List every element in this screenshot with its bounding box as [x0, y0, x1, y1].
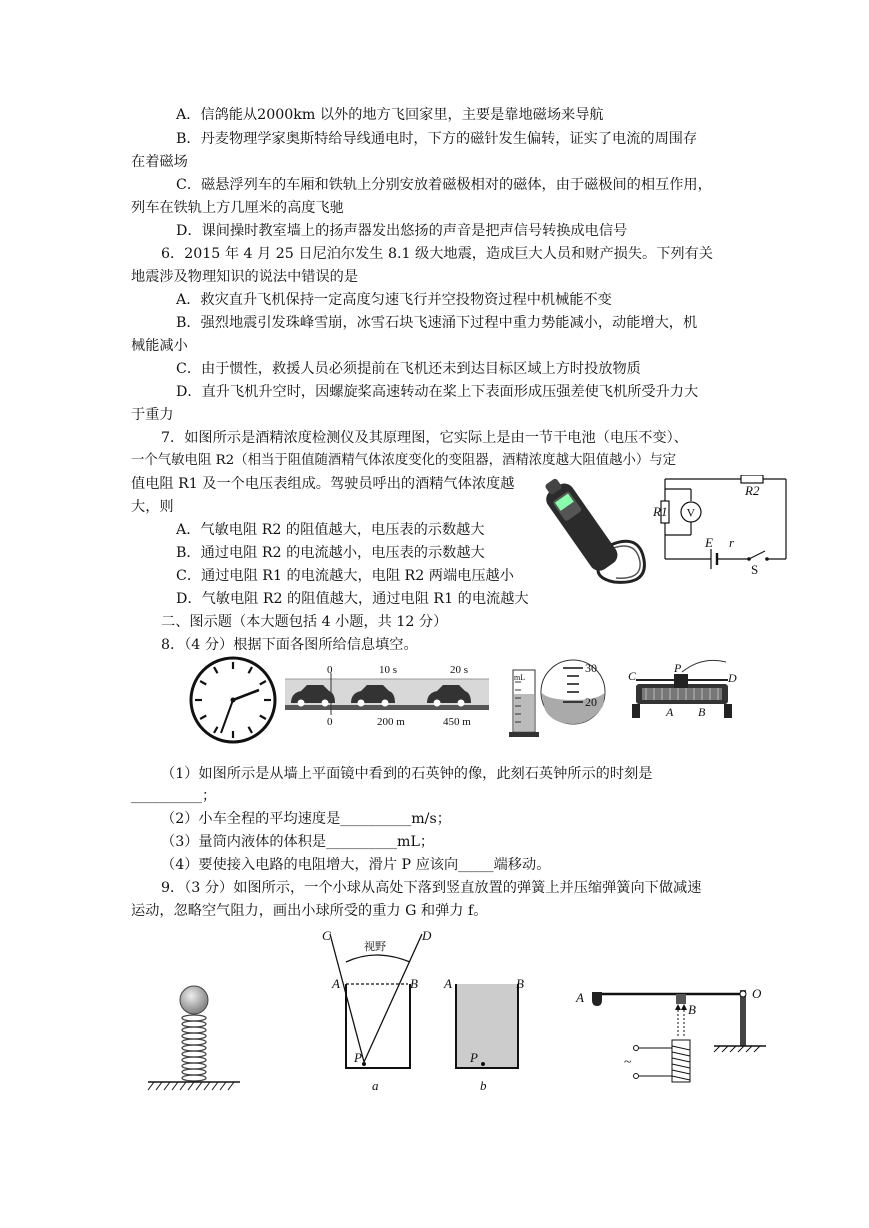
sliding-rheostat: [622, 658, 742, 728]
question-9-cont: 运动，忽略空气阻力，画出小球所受的重力 G 和弹力 f。: [131, 903, 488, 919]
quartz-clock-mirror-image: [187, 654, 279, 746]
question-7-cont3: 大，则: [131, 499, 174, 515]
lever-b-label: B: [688, 1002, 696, 1017]
breathalyzer-device-image: [544, 470, 656, 590]
circuit-diagram: [653, 475, 793, 575]
voltmeter-label: V: [686, 505, 696, 520]
time-label-20s: 20 s: [450, 664, 469, 676]
caption-a: a: [372, 1078, 379, 1093]
terminal-d-label: D: [728, 671, 737, 685]
q6-option-b-cont: 械能减小: [131, 338, 188, 354]
option-d-line: D．课间操时教室墙上的扬声器发出悠扬的声音是把声信号转换成电信号: [176, 223, 628, 239]
q7-option-c: C．通过电阻 R1 的电流越大，电阻 R2 两端电压越小: [176, 568, 514, 584]
question-7-cont: 一个气敏电阻 R2（相当于阻值随酒精气体浓度变化的变阻器，酒精浓度越大阻值越小）与定: [131, 453, 677, 468]
switch-label: S: [751, 562, 759, 575]
option-b-cont: 在着磁场: [131, 154, 188, 170]
question-8: 8．（4 分）根据下面各图所给信息填空。: [161, 637, 418, 653]
well-field-of-view-diagram: [316, 926, 536, 1098]
terminal-c-label: C: [628, 669, 637, 683]
q6-option-b: B．强烈地震引发珠峰雪崩，冰雪石块飞速涌下过程中重力势能减小，动能增大，机: [176, 315, 698, 331]
q8-part-3: （3）量筒内液体的体积是__________mL；: [161, 834, 435, 850]
cylinder-unit: mL: [514, 673, 526, 682]
r1-label: R1: [653, 504, 668, 519]
internal-resistance-label: r: [729, 535, 735, 550]
question-6: 6．2015 年 4 月 25 日尼泊尔发生 8.1 级大地震，造成巨大人员和财产损失。下列有关: [161, 246, 713, 262]
terminal-b-label: B: [698, 705, 706, 719]
cylinder-mark-20: 20: [585, 695, 597, 709]
r2-label: R2: [745, 483, 760, 498]
distance-label-200m: 200 m: [377, 716, 405, 728]
emf-label: E: [705, 535, 713, 550]
well-b-point-b: B: [516, 976, 524, 991]
car-motion-track: [285, 661, 489, 729]
well-a-point-a: A: [332, 976, 340, 991]
measuring-cylinder: [507, 654, 607, 740]
option-b-line: B．丹麦物理学家奥斯特给导线通电时，下方的磁针发生偏转，证实了电流的周围存: [176, 131, 698, 147]
option-c-line: C．磁悬浮列车的车厢和铁轨上分别安放着磁极相对的磁体，由于磁极间的相互作用，: [176, 177, 712, 193]
distance-label-450m: 450 m: [443, 716, 471, 728]
option-a-line: A．信鸽能从2000km 以外的地方飞回家里，主要是靠地磁场来导航: [176, 107, 604, 123]
cylinder-mark-30: 30: [585, 661, 597, 675]
time-label-10s: 10 s: [379, 664, 398, 676]
ray-c-label: C: [322, 928, 331, 943]
ray-d-label: D: [422, 928, 432, 943]
well-a-point-b: B: [410, 976, 418, 991]
q6-option-c: C．由于惯性，救援人员必须提前在飞机还未到达目标区域上方时投放物质: [176, 361, 641, 377]
q6-option-d: D．直升飞机升空时，因螺旋桨高速转动在桨上下表面形成压强差使飞机所受升力大: [176, 384, 699, 400]
lever-a-label: A: [576, 990, 584, 1005]
ac-source-label: ~: [624, 1055, 632, 1070]
field-of-view-label: 视野: [364, 941, 386, 953]
pivot-o-label: O: [752, 986, 762, 1001]
caption-b: b: [480, 1078, 487, 1093]
section-two-heading: 二、图示题（本大题包括 4 小题，共 12 分）: [161, 614, 448, 630]
well-a-point-p: P: [354, 1050, 362, 1065]
q7-option-a: A．气敏电阻 R2 的阻值越大，电压表的示数越大: [176, 522, 485, 538]
question-7: 7．如图所示是酒精浓度检测仪及其原理图，它实际上是由一节干电池（电压不变）、: [161, 430, 688, 446]
q7-option-d: D．气敏电阻 R2 的阻值越大，通过电阻 R1 的电流越大: [176, 591, 529, 607]
q8-part-1: （1）如图所示是从墙上平面镜中看到的石英钟的像，此刻石英钟所示的时刻是: [161, 766, 653, 782]
well-b-point-a: A: [444, 976, 452, 991]
distance-label-0: 0: [327, 716, 333, 728]
q6-option-a: A．救灾直升飞机保持一定高度匀速飞行并空投物资过程中机械能不变: [176, 292, 612, 308]
time-label-0: 0: [327, 664, 333, 676]
q8-part-4: （4）要使接入电路的电阻增大，滑片 P 应该向_____端移动。: [161, 857, 551, 873]
well-b-point-p: P: [470, 1050, 478, 1065]
question-6-cont: 地震涉及物理知识的说法中错误的是: [131, 269, 359, 285]
q6-option-d-cont: 于重力: [131, 407, 174, 423]
q8-part-2: （2）小车全程的平均速度是__________m/s；: [161, 811, 451, 827]
question-7-cont2: 值电阻 R1 及一个电压表组成。驾驶员呼出的酒精气体浓度越: [131, 476, 515, 492]
question-9: 9．（3 分）如图所示，一个小球从高处下落到竖直放置的弹簧上并压缩弹簧向下做减速: [161, 880, 702, 896]
option-c-cont: 列车在铁轨上方几厘米的高度飞驰: [131, 200, 344, 216]
lever-electromagnet-diagram: [574, 982, 770, 1086]
ball-on-spring-diagram: [146, 982, 242, 1094]
terminal-a-label: A: [666, 705, 674, 719]
slider-p-label: P: [674, 661, 682, 675]
q7-option-b: B．通过电阻 R2 的电流越小，电压表的示数越大: [176, 545, 485, 561]
q8-part-1-blank: __________；: [131, 788, 217, 804]
